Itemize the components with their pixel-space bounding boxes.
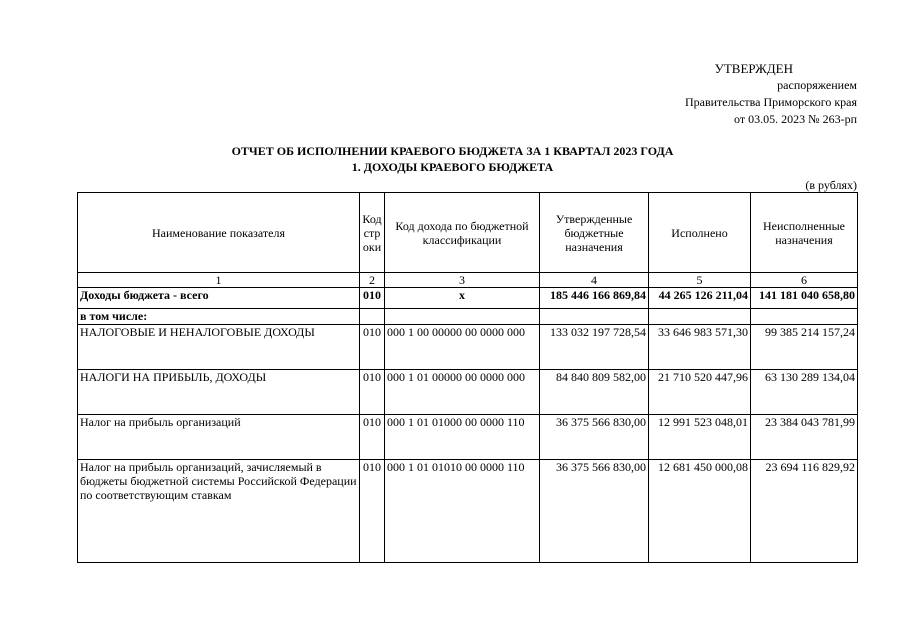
table-row bbox=[78, 415, 858, 460]
units-note: (в рублях) bbox=[805, 178, 857, 192]
row-executed: 44 265 126 211,04 bbox=[649, 288, 751, 309]
row-name: НАЛОГИ НА ПРИБЫЛЬ, ДОХОДЫ bbox=[78, 370, 360, 415]
row-line-code: 010 bbox=[360, 325, 385, 370]
row-unexecuted: 63 130 289 134,04 bbox=[751, 370, 858, 415]
column-number: 2 bbox=[360, 273, 385, 288]
header-line-code: Код стр оки bbox=[360, 193, 385, 273]
row-unexecuted: 99 385 214 157,24 bbox=[751, 325, 858, 370]
approval-title: УТВЕРЖДЕН bbox=[714, 61, 793, 76]
approval-date-number: от 03.05. 2023 № 263-рп bbox=[734, 112, 857, 126]
header-name: Наименование показателя bbox=[78, 193, 360, 273]
report-heading bbox=[0, 143, 905, 175]
row-executed: 12 681 450 000,08 bbox=[649, 460, 751, 563]
row-executed: 33 646 983 571,30 bbox=[649, 325, 751, 370]
row-name: Налог на прибыль организаций, зачисляемый в бюджеты бюджетной системы Российской Федерации по соответствующим ставкам bbox=[78, 460, 360, 563]
header-executed: Исполнено bbox=[649, 193, 751, 273]
row-line-code: 010 bbox=[360, 288, 385, 309]
including-label: в том числе: bbox=[78, 309, 360, 325]
header-kbk: Код дохода по бюджетной классификации bbox=[385, 193, 540, 273]
row-approved: 185 446 166 869,84 bbox=[540, 288, 649, 309]
row-kbk: x bbox=[385, 288, 540, 309]
approval-stamp bbox=[685, 60, 857, 128]
row-approved: 133 032 197 728,54 bbox=[540, 325, 649, 370]
column-number: 4 bbox=[540, 273, 649, 288]
approval-authority: Правительства Приморского края bbox=[684, 95, 857, 109]
column-number-row bbox=[78, 273, 858, 288]
revenue-table bbox=[77, 192, 858, 563]
row-kbk: 000 1 01 00000 00 0000 000 bbox=[385, 370, 540, 415]
report-subtitle: 1. ДОХОДЫ КРАЕВОГО БЮДЖЕТА bbox=[351, 160, 554, 174]
table-row-total bbox=[78, 288, 858, 309]
column-number: 5 bbox=[649, 273, 751, 288]
row-unexecuted: 23 384 043 781,99 bbox=[751, 415, 858, 460]
header-approved: Утвержденные бюджетные назначения bbox=[540, 193, 649, 273]
row-name: Доходы бюджета - всего bbox=[78, 288, 360, 309]
approval-by-order: распоряжением bbox=[777, 78, 857, 92]
table-row bbox=[78, 325, 858, 370]
row-unexecuted: 23 694 116 829,92 bbox=[751, 460, 858, 563]
row-unexecuted: 141 181 040 658,80 bbox=[751, 288, 858, 309]
row-executed: 21 710 520 447,96 bbox=[649, 370, 751, 415]
row-approved: 36 375 566 830,00 bbox=[540, 415, 649, 460]
header-unexecuted: Неисполненные назначения bbox=[751, 193, 858, 273]
row-name: Налог на прибыль организаций bbox=[78, 415, 360, 460]
row-kbk: 000 1 01 01010 00 0000 110 bbox=[385, 460, 540, 563]
table-row-including bbox=[78, 309, 858, 325]
row-name: НАЛОГОВЫЕ И НЕНАЛОГОВЫЕ ДОХОДЫ bbox=[78, 325, 360, 370]
table-header-row bbox=[78, 193, 858, 273]
row-approved: 36 375 566 830,00 bbox=[540, 460, 649, 563]
row-executed: 12 991 523 048,01 bbox=[649, 415, 751, 460]
report-title: ОТЧЕТ ОБ ИСПОЛНЕНИИ КРАЕВОГО БЮДЖЕТА ЗА 1 КВАРТАЛ 2023 ГОДА bbox=[231, 144, 674, 158]
row-line-code: 010 bbox=[360, 370, 385, 415]
table-row bbox=[78, 370, 858, 415]
row-kbk: 000 1 01 01000 00 0000 110 bbox=[385, 415, 540, 460]
row-line-code: 010 bbox=[360, 460, 385, 563]
column-number: 1 bbox=[78, 273, 360, 288]
table-row bbox=[78, 460, 858, 563]
column-number: 3 bbox=[385, 273, 540, 288]
row-kbk: 000 1 00 00000 00 0000 000 bbox=[385, 325, 540, 370]
column-number: 6 bbox=[751, 273, 858, 288]
row-line-code: 010 bbox=[360, 415, 385, 460]
row-approved: 84 840 809 582,00 bbox=[540, 370, 649, 415]
